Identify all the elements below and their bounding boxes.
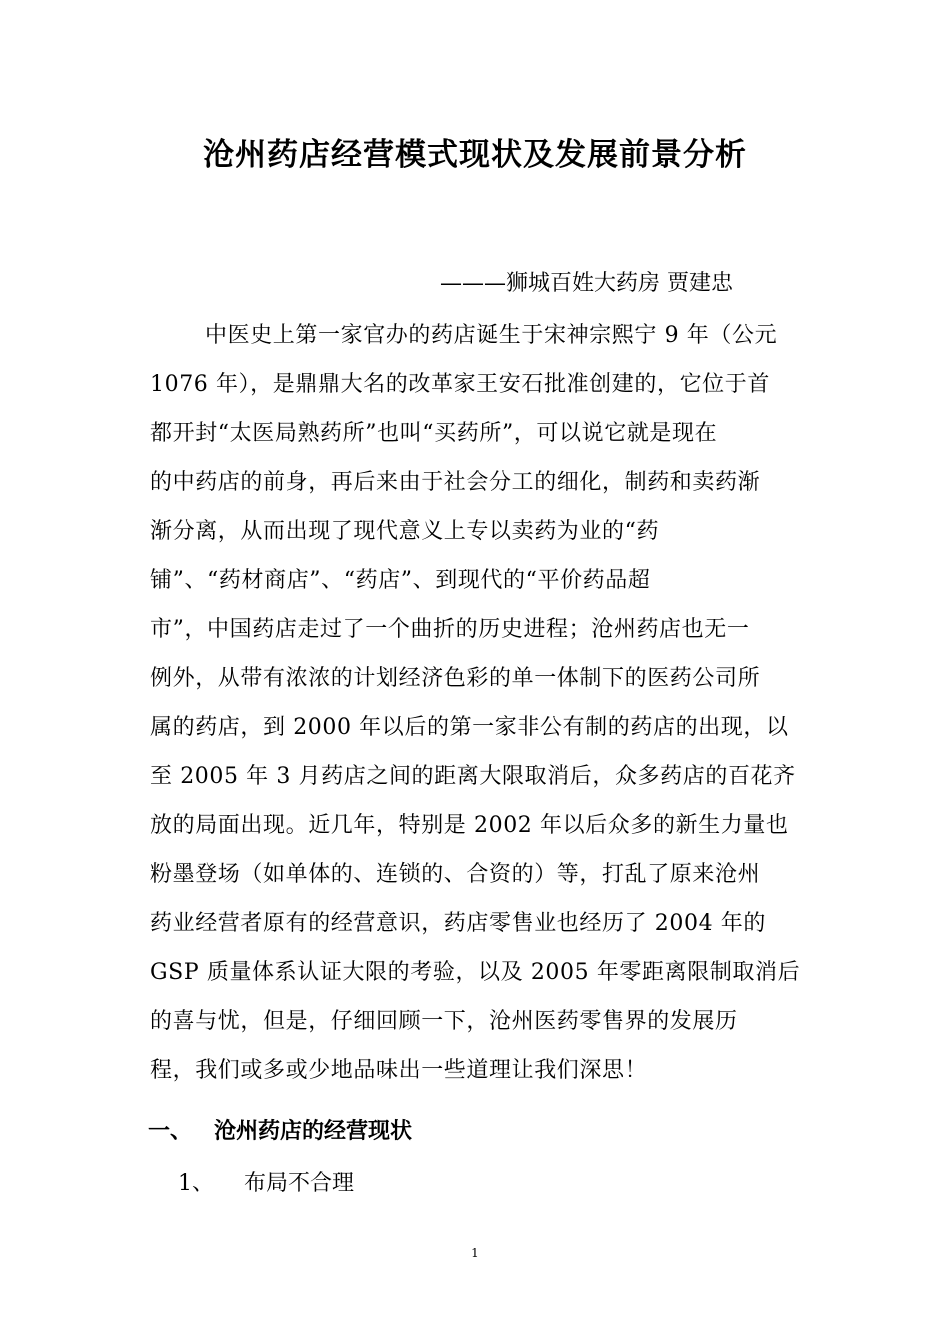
paragraph-line: 1076 年），是鼎鼎大名的改革家王安石批准创建的，它位于首	[150, 372, 770, 397]
document-title: 沧州药店经营模式现状及发展前景分析	[203, 137, 747, 173]
paragraph-line: 铺”、“药材商店”、“药店”、到现代的“平价药品超	[150, 568, 651, 593]
subsection-title: 布局不合理	[244, 1171, 355, 1196]
paragraph-line: 至 2005 年 3 月药店之间的距离大限取消后，众多药店的百花齐	[150, 764, 796, 789]
paragraph-line: 程，我们或多或少地品味出一些道理让我们深思！	[150, 1058, 648, 1083]
paragraph-line: 中医史上第一家官办的药店诞生于宋神宗熙宁 9 年（公元	[205, 323, 778, 348]
section-number: 一、	[148, 1119, 193, 1144]
author-line: ———狮城百姓大药房 贾建忠	[440, 271, 733, 296]
paragraph-line: 渐分离，从而出现了现代意义上专以卖药为业的“药	[150, 519, 660, 544]
paragraph-line: 放的局面出现。近几年，特别是 2002 年以后众多的新生力量也	[150, 813, 789, 838]
subsection-heading	[178, 1162, 354, 1206]
section-heading	[148, 1110, 412, 1154]
paragraph-line: 的中药店的前身，再后来由于社会分工的细化，制药和卖药渐	[150, 470, 761, 495]
paragraph-line: GSP 质量体系认证大限的考验，以及 2005 年零距离限制取消后	[150, 960, 801, 985]
paragraph-line: 的喜与忧，但是，仔细回顾一下，沧州医药零售界的发展历	[150, 1009, 738, 1034]
paragraph-line: 都开封“太医局熟药所”也叫“买药所”，可以说它就是现在	[150, 421, 718, 446]
subsection-number: 1、	[178, 1171, 214, 1196]
paragraph-line: 药业经营者原有的经营意识，药店零售业也经历了 2004 年的	[150, 911, 766, 936]
paragraph-line: 属的药店，到 2000 年以后的第一家非公有制的药店的出现，以	[150, 715, 789, 740]
paragraph-line: 例外，从带有浓浓的计划经济色彩的单一体制下的医药公司所	[150, 666, 761, 691]
section-title: 沧州药店的经营现状	[214, 1119, 413, 1144]
page-number: 1	[471, 1246, 479, 1260]
paragraph-line: 粉墨登场（如单体的、连锁的、合资的）等，打乱了原来沧州	[150, 862, 761, 887]
paragraph-line: 市”，中国药店走过了一个曲折的历史进程；沧州药店也无一	[150, 617, 750, 642]
